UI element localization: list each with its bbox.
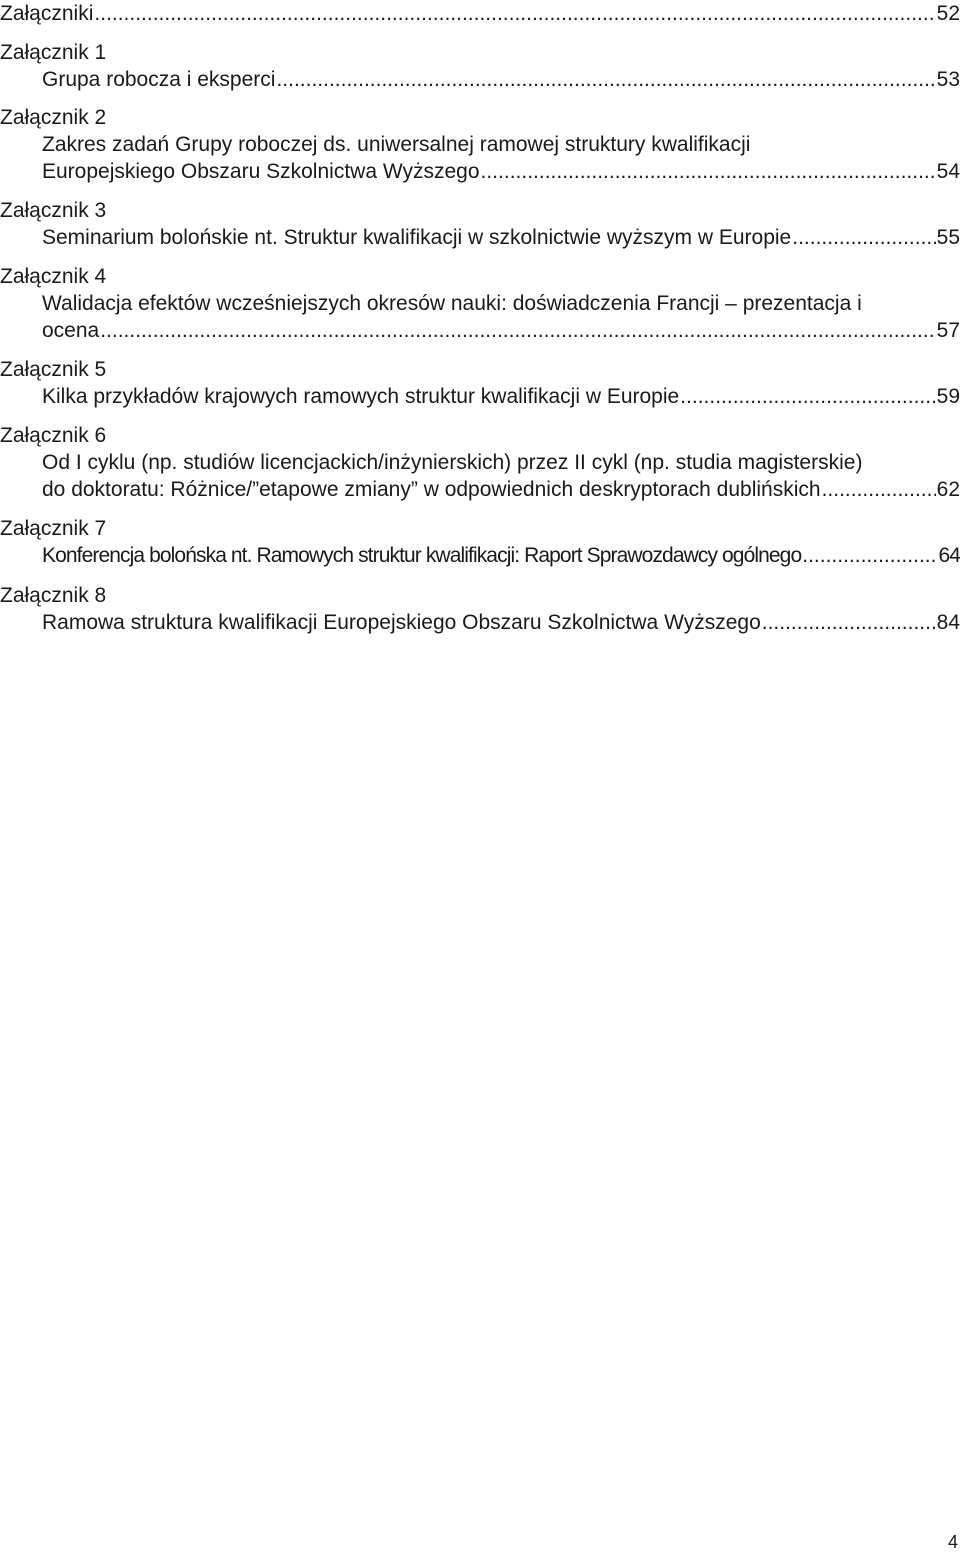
toc-entry-title: ocena: [42, 319, 100, 342]
toc-page-number: 53: [936, 68, 960, 91]
toc-page-number: 52: [936, 2, 960, 25]
toc-entry-annex-8[interactable]: [42, 609, 960, 637]
annex-heading-4: Załącznik 4: [0, 265, 107, 288]
annex-heading-3: Załącznik 3: [0, 199, 107, 222]
toc-entry-title: Seminarium bolońskie nt. Struktur kwalifikacji w szkolnictwie wyższym w Europie: [42, 226, 792, 249]
toc-entry-annex-5[interactable]: [42, 383, 960, 411]
toc-entry-title-line: Od I cyklu (np. studiów licencjackich/inżynierskich) przez II cykl (np. studia magisterskie): [42, 451, 863, 474]
toc-page-number: 55: [936, 226, 960, 249]
toc-entry-annex-1[interactable]: [42, 66, 960, 94]
annex-heading-5: Załącznik 5: [0, 358, 107, 381]
toc-page-number: 59: [936, 385, 960, 408]
toc-entry-title: do doktoratu: Różnice/”etapowe zmiany” w odpowiednich deskryptorach dublińskich: [42, 478, 821, 501]
dot-leader: [802, 542, 937, 570]
annex-heading-7: Załącznik 7: [0, 517, 107, 540]
toc-entry-annex-4[interactable]: [42, 317, 960, 345]
toc-entry-title: Kilka przykładów krajowych ramowych struktur kwalifikacji w Europie: [42, 385, 680, 408]
dot-leader: [276, 66, 935, 94]
toc-entry-annex-6[interactable]: [42, 476, 960, 504]
dot-leader: [762, 609, 936, 637]
toc-entry-annexes[interactable]: [0, 0, 960, 28]
toc-entry-annex-3[interactable]: [42, 224, 960, 252]
toc-page-number: 54: [936, 160, 960, 183]
annex-heading-1: Załącznik 1: [0, 41, 107, 64]
toc-entry-annex-7[interactable]: [42, 542, 960, 570]
annex-heading-6: Załącznik 6: [0, 424, 107, 447]
toc-entry-annex-2[interactable]: [42, 158, 960, 186]
dot-leader: [481, 158, 936, 186]
toc-page-number: 84: [936, 611, 960, 634]
dot-leader: [680, 383, 935, 411]
toc-entry-title: Grupa robocza i eksperci: [42, 68, 276, 91]
toc-entry-title: Ramowa struktura kwalifikacji Europejskiego Obszaru Szkolnictwa Wyższego: [42, 611, 761, 634]
dot-leader: [792, 224, 935, 252]
toc-page-number: 57: [936, 319, 960, 342]
annex-heading-2: Załącznik 2: [0, 106, 107, 129]
toc-entry-title: Konferencja bolońska nt. Ramowych struktur kwalifikacji: Raport Sprawozdawcy ogólnego: [42, 544, 802, 567]
toc-entry-label: Załączniki: [0, 2, 94, 25]
dot-leader: [94, 0, 935, 28]
toc-page-number: 62: [936, 478, 960, 501]
toc-entry-title-line: Zakres zadań Grupy roboczej ds. uniwersalnej ramowej struktury kwalifikacji: [42, 133, 751, 156]
toc-entry-title-line: Walidacja efektów wcześniejszych okresów nauki: doświadczenia Francji – prezentacja i: [42, 292, 862, 315]
dot-leader: [822, 476, 936, 504]
toc-entry-title: Europejskiego Obszaru Szkolnictwa Wyższego: [42, 160, 480, 183]
page-number: 4: [947, 1532, 958, 1552]
toc-page-number: 64: [938, 544, 960, 567]
annex-heading-8: Załącznik 8: [0, 584, 107, 607]
dot-leader: [100, 317, 935, 345]
